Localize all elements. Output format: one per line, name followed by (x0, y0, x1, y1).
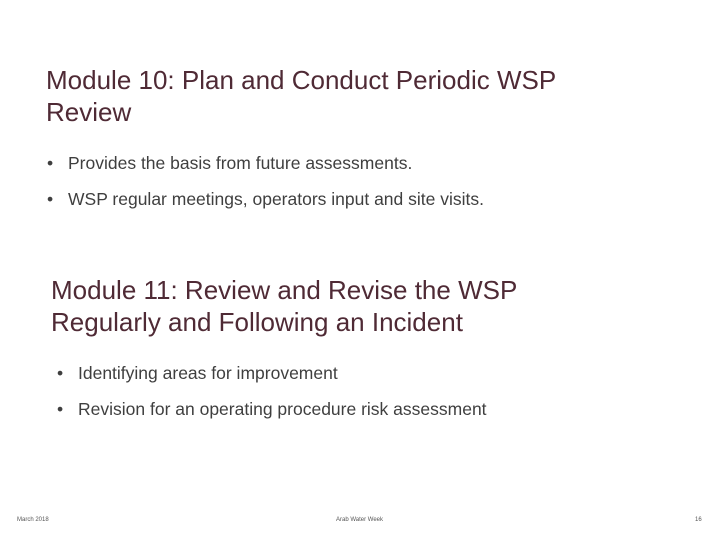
list-item (57, 362, 487, 398)
list-item (57, 398, 487, 434)
bullet-text: WSP regular meetings, operators input and site visits. (68, 189, 484, 209)
bullet-text: Provides the basis from future assessments. (68, 153, 413, 173)
module-11-title-line-2: Regularly and Following an Incident (51, 307, 463, 337)
bullet-icon: • (57, 363, 64, 383)
bullet-icon: • (57, 399, 64, 419)
module-10-bullet-list (47, 152, 484, 224)
footer-date: March 2018 (17, 517, 49, 523)
module-10-title-line-2: Review (46, 97, 132, 127)
bullet-text: Identifying areas for improvement (78, 363, 338, 383)
module-10-title-line-1: Module 10: Plan and Conduct Periodic WSP (46, 65, 557, 95)
module-11-bullet-list (57, 362, 487, 434)
bullet-text: Revision for an operating procedure risk assessment (78, 399, 487, 419)
bullet-icon: • (47, 189, 54, 209)
bullet-icon: • (47, 153, 54, 173)
module-11-title (51, 274, 651, 338)
module-10-title (46, 64, 646, 128)
module-11-title-line-1: Module 11: Review and Revise the WSP (51, 275, 518, 305)
page-number: 16 (695, 517, 702, 523)
footer-event-name: Arab Water Week (336, 517, 384, 523)
list-item (47, 188, 484, 224)
list-item (47, 152, 484, 188)
